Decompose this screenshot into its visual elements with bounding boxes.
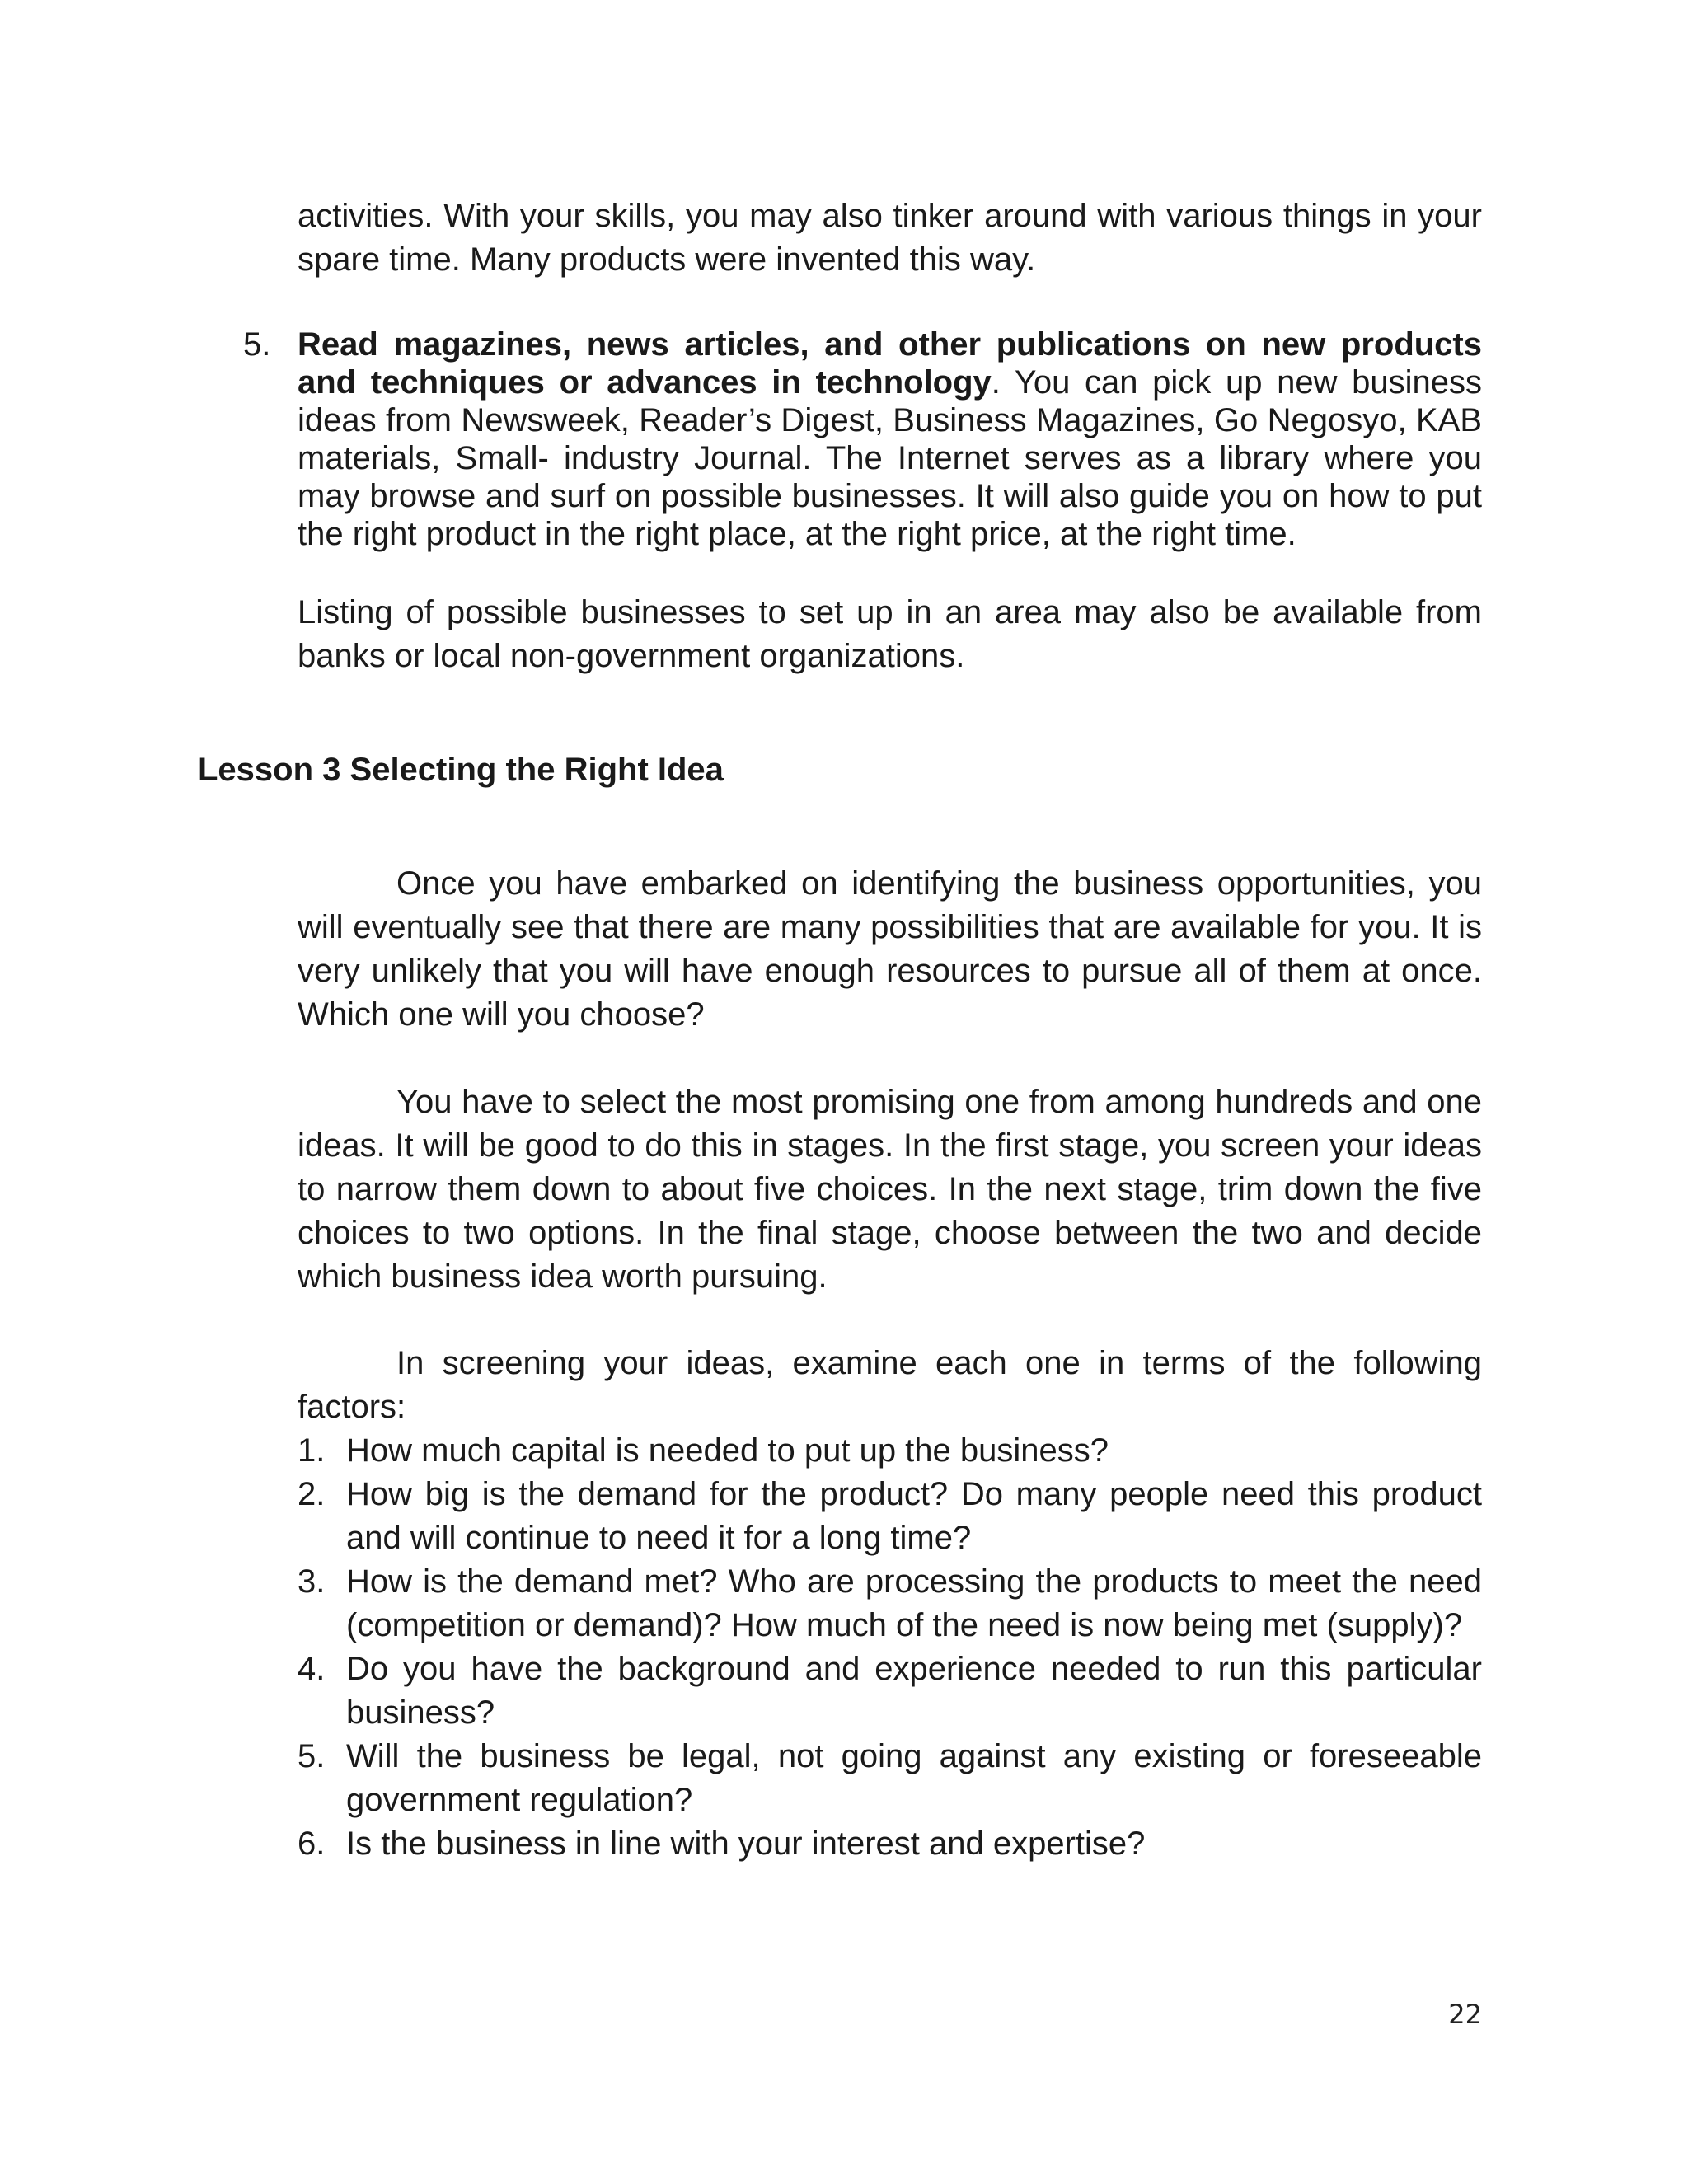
list-item-bold-heading: Read magazines, news articles, and other publications on new products and techniques or advances in technology	[298, 326, 1482, 401]
list-item-number: 5.	[298, 1738, 326, 1774]
list-item-text: How is the demand met? Who are processing the products to meet the need (competition or demand)? How much of the need is now being met (supply)?	[346, 1563, 1482, 1643]
page-number: 22	[1448, 1999, 1482, 2030]
listing-paragraph: Listing of possible businesses to set up in an area may also be available from banks or local non-government organizations.	[298, 594, 1482, 674]
list-item	[298, 1735, 1482, 1822]
list-item-text: Do you have the background and experience needed to run this particular business?	[346, 1651, 1482, 1731]
list-item-number: 3.	[298, 1563, 326, 1600]
list-item-5	[243, 326, 1483, 553]
list-item-text: Is the business in line with your interest and expertise?	[346, 1825, 1146, 1862]
lesson-paragraph: Once you have embarked on identifying the business opportunities, you will eventually see that there are many possibilities that are available for you. It is very unlikely that you will have enough resources to pursue all of them at once. Which one will you choose?	[298, 865, 1482, 1033]
lesson-paragraph: You have to select the most promising one from among hundreds and one ideas. It will be good to do this in stages. In the first stage, you screen your ideas to narrow them down to about five choices. In the next stage, trim down the five choices to two options. In the final stage, choose between the two and decide which business idea worth pursuing.	[298, 1084, 1482, 1295]
screening-factors-list	[298, 1429, 1482, 1866]
list-item-number: 6.	[298, 1825, 326, 1862]
list-item	[298, 1560, 1482, 1647]
list-item	[298, 1429, 1482, 1473]
list-item-text: How much capital is needed to put up the business?	[346, 1432, 1109, 1469]
list-item-text: Will the business be legal, not going against any existing or foreseeable government regulation?	[346, 1738, 1482, 1818]
list-item-body: . You can pick up new business ideas from Newsweek, Reader’s Digest, Business Magazines, Go Negosyo, KAB materials, Small- industry Journal. The Internet serves as a library where you may browse and surf on possible businesses. It will also guide you on how to put the right product in the right place, at the right price, at the right time.	[298, 364, 1483, 552]
list-item	[298, 1473, 1482, 1560]
list-item	[298, 1822, 1482, 1866]
list-item	[298, 1647, 1482, 1735]
list-item-number: 5.	[243, 326, 271, 363]
list-item-text: How big is the demand for the product? Do many people need this product and will continue to need it for a long time?	[346, 1476, 1482, 1556]
lesson-paragraph: In screening your ideas, examine each one in terms of the following factors:	[298, 1345, 1482, 1425]
continuation-paragraph: activities. With your skills, you may also tinker around with various things in your spare time. Many products were invented this way.	[298, 198, 1482, 278]
list-item-number: 1.	[298, 1432, 326, 1469]
lesson-heading: Lesson 3 Selecting the Right Idea	[198, 752, 724, 788]
list-item-number: 4.	[298, 1651, 326, 1687]
list-item-number: 2.	[298, 1476, 326, 1512]
